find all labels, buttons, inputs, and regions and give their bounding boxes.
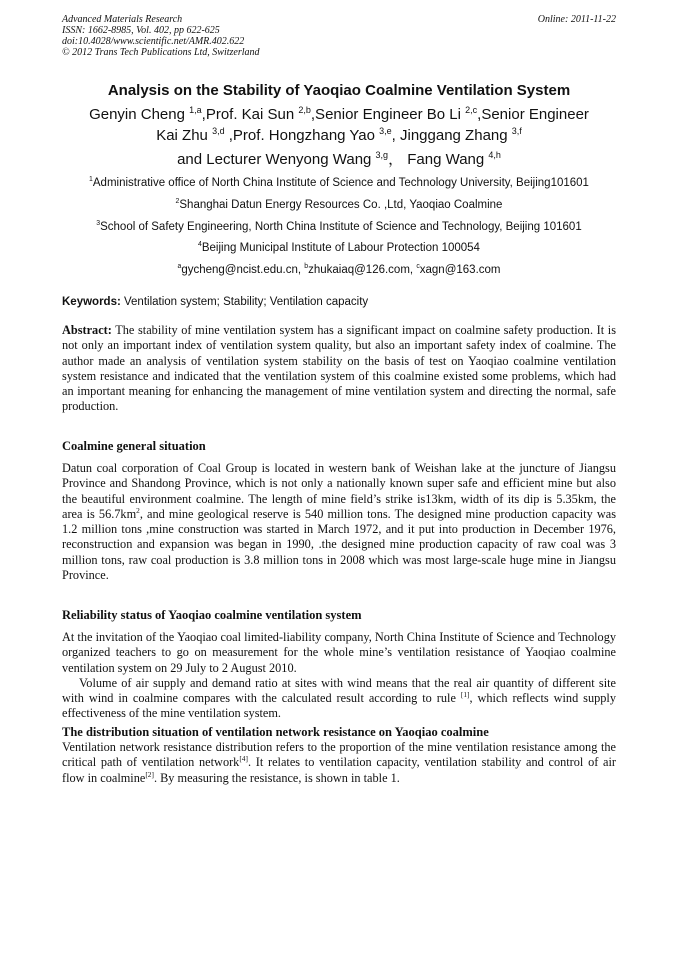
affiliation-text: School of Safety Engineering, North China Institute of Science and Technology, Beijing 101601 bbox=[100, 221, 582, 233]
author-name: and Lecturer Wenyong Wang bbox=[177, 151, 376, 168]
reliability-paragraph-2 bbox=[62, 676, 616, 722]
online-date: Online: 2011-11-22 bbox=[537, 14, 616, 25]
affiliation-4 bbox=[40, 242, 638, 254]
affiliation-text: Shanghai Datun Energy Resources Co. ,Ltd, Yaoqiao Coalmine bbox=[179, 199, 503, 211]
abstract bbox=[62, 323, 616, 415]
area-unit-sup: 2 bbox=[136, 505, 140, 515]
reliability-p2-text-end: , which reflects wind supply effectiveness of the mine ventilation system. bbox=[62, 691, 616, 721]
email-sup: a bbox=[177, 263, 182, 271]
author-name: ,Senior Engineer bbox=[477, 106, 589, 123]
reliability-paragraph-1: At the invitation of the Yaoqiao coal limited-liability company, North China Institute of Science and Technology organized teachers to go on measurement for the whole mine’s ventilation resistance of Yaoqiao coalmine ventilation system on 29 July to 2 August 2010. bbox=[62, 630, 616, 675]
email-sup: c bbox=[416, 263, 420, 271]
general-text-part-1: Datun coal corporation of Coal Group is located in western bank of Weishan lake at the juncture of Jiangsu Province and Shandong Province, which is not only a nationally known super safe and efficient mine but also the beautiful environment coalmine. The length of mine field’s strike is13km, width of its dip is 5.35km, the area is 56.7km bbox=[62, 461, 616, 521]
distribution-text-3: . By measuring the resistance, is shown in table 1. bbox=[153, 770, 400, 785]
author-name: ,Senior Engineer Bo Li bbox=[310, 106, 466, 123]
journal-issn: ISSN: 1662-8985, Vol. 402, pp 622-625 bbox=[62, 25, 220, 36]
affiliation-3 bbox=[40, 221, 638, 233]
paper-title: Analysis on the Stability of Yaoqiao Coalmine Ventilation System bbox=[107, 82, 571, 99]
citation-1: [1] bbox=[460, 690, 470, 700]
author-name: ,Prof. Hongzhang Yao bbox=[224, 127, 380, 144]
author-line-1 bbox=[50, 104, 628, 125]
section-distribution-text bbox=[62, 740, 616, 786]
affiliation-2 bbox=[40, 199, 638, 211]
section-heading-distribution: The distribution situation of ventilation network resistance on Yaoqiao coalmine bbox=[62, 725, 489, 739]
author-name: ,Prof. Kai Sun bbox=[201, 106, 299, 123]
general-text-part-2: , and mine geological reserve is 540 million tons. The designed mine production capacity was 1.2 million tons ,mine construction was started in March 1972, and it put into production in December 1976, reconstruction and expansion was began in 1990, .the designed mine production capacity of raw coal was 3 million tons, raw coal production is 3.8 million tons in 2008 which was most large-scale huge mine in Jiangsu Province. bbox=[62, 506, 616, 583]
affiliation-sup: 2 bbox=[175, 198, 180, 206]
section-general-text bbox=[62, 461, 616, 583]
section-reliability-text bbox=[62, 630, 616, 722]
abstract-text: The stability of mine ventilation system has a significant impact on coalmine safety production. It is not only an important index of ventilation system quality, but also an important safety index of coalmine. The author made an analysis of ventilation system stability on the basis of test on Yaoqiao coalmine ventilation system resistance and indicated that the ventilation system of this coalmine existed some problems, which had an important meaning for enhancing the management of mine ventilation system and directing the normal, safe production. bbox=[62, 323, 616, 414]
author-line-3 bbox=[50, 149, 628, 170]
keywords-label: Keywords: bbox=[62, 296, 121, 308]
affiliation-text: Beijing Municipal Institute of Labour Protection 100054 bbox=[201, 242, 480, 254]
email-b: zhukaiaq@126.com, bbox=[308, 264, 417, 276]
email-a: gycheng@ncist.edu.cn, bbox=[181, 264, 305, 276]
journal-doi: doi:10.4028/www.scientific.net/AMR.402.622 bbox=[62, 36, 245, 47]
author-name: Kai Zhu bbox=[156, 127, 213, 144]
author-list bbox=[50, 104, 628, 170]
author-sup: 3,e bbox=[379, 126, 392, 136]
author-sup: 4,h bbox=[488, 150, 501, 160]
affiliation-sup: 4 bbox=[198, 241, 202, 249]
journal-header bbox=[62, 14, 616, 58]
affiliation-text: Administrative office of North China Institute of Science and Technology University, Beijing101601 bbox=[92, 177, 589, 189]
abstract-label: Abstract: bbox=[62, 323, 112, 337]
affiliation-sup: 1 bbox=[89, 176, 93, 184]
keywords-text: Ventilation system; Stability; Ventilation capacity bbox=[120, 296, 369, 308]
author-sup: 2,c bbox=[465, 105, 478, 115]
journal-name: Advanced Materials Research bbox=[62, 14, 183, 25]
distribution-text-2: . It relates to ventilation capacity, ventilation stability and control of air flow in coalmine bbox=[62, 755, 616, 785]
keywords bbox=[62, 296, 616, 308]
author-line-2 bbox=[50, 125, 628, 146]
author-sup: 2,b bbox=[298, 105, 311, 115]
author-emails bbox=[40, 264, 638, 276]
citation-4: [4] bbox=[239, 754, 248, 764]
author-name: ， Fang Wang bbox=[388, 151, 489, 168]
affiliation-1 bbox=[40, 177, 638, 189]
author-sup: 1,a bbox=[189, 105, 202, 115]
author-sup: 3,f bbox=[511, 126, 522, 136]
email-sup: b bbox=[304, 263, 309, 271]
distribution-text-1: Ventilation network resistance distribution refers to the proportion of the mine ventilation resistance among the critical path of ventilation network bbox=[62, 740, 616, 770]
author-sup: 3,d bbox=[212, 126, 225, 136]
affiliation-sup: 3 bbox=[96, 220, 101, 228]
section-heading-reliability: Reliability status of Yaoqiao coalmine ventilation system bbox=[62, 608, 362, 622]
author-name: , Jinggang Zhang bbox=[391, 127, 512, 144]
author-name: Genyin Cheng bbox=[89, 106, 190, 123]
reliability-p2-text: Volume of air supply and demand ratio at sites with wind means that the real air quantity of different site with wind in coalmine compares with the calculated result according to rule bbox=[62, 675, 616, 706]
email-c: xagn@163.com bbox=[419, 264, 501, 276]
section-heading-general: Coalmine general situation bbox=[62, 439, 206, 453]
journal-copyright: © 2012 Trans Tech Publications Ltd, Switzerland bbox=[62, 47, 260, 58]
author-sup: 3,g bbox=[375, 150, 389, 160]
citation-2: [2] bbox=[145, 769, 154, 779]
